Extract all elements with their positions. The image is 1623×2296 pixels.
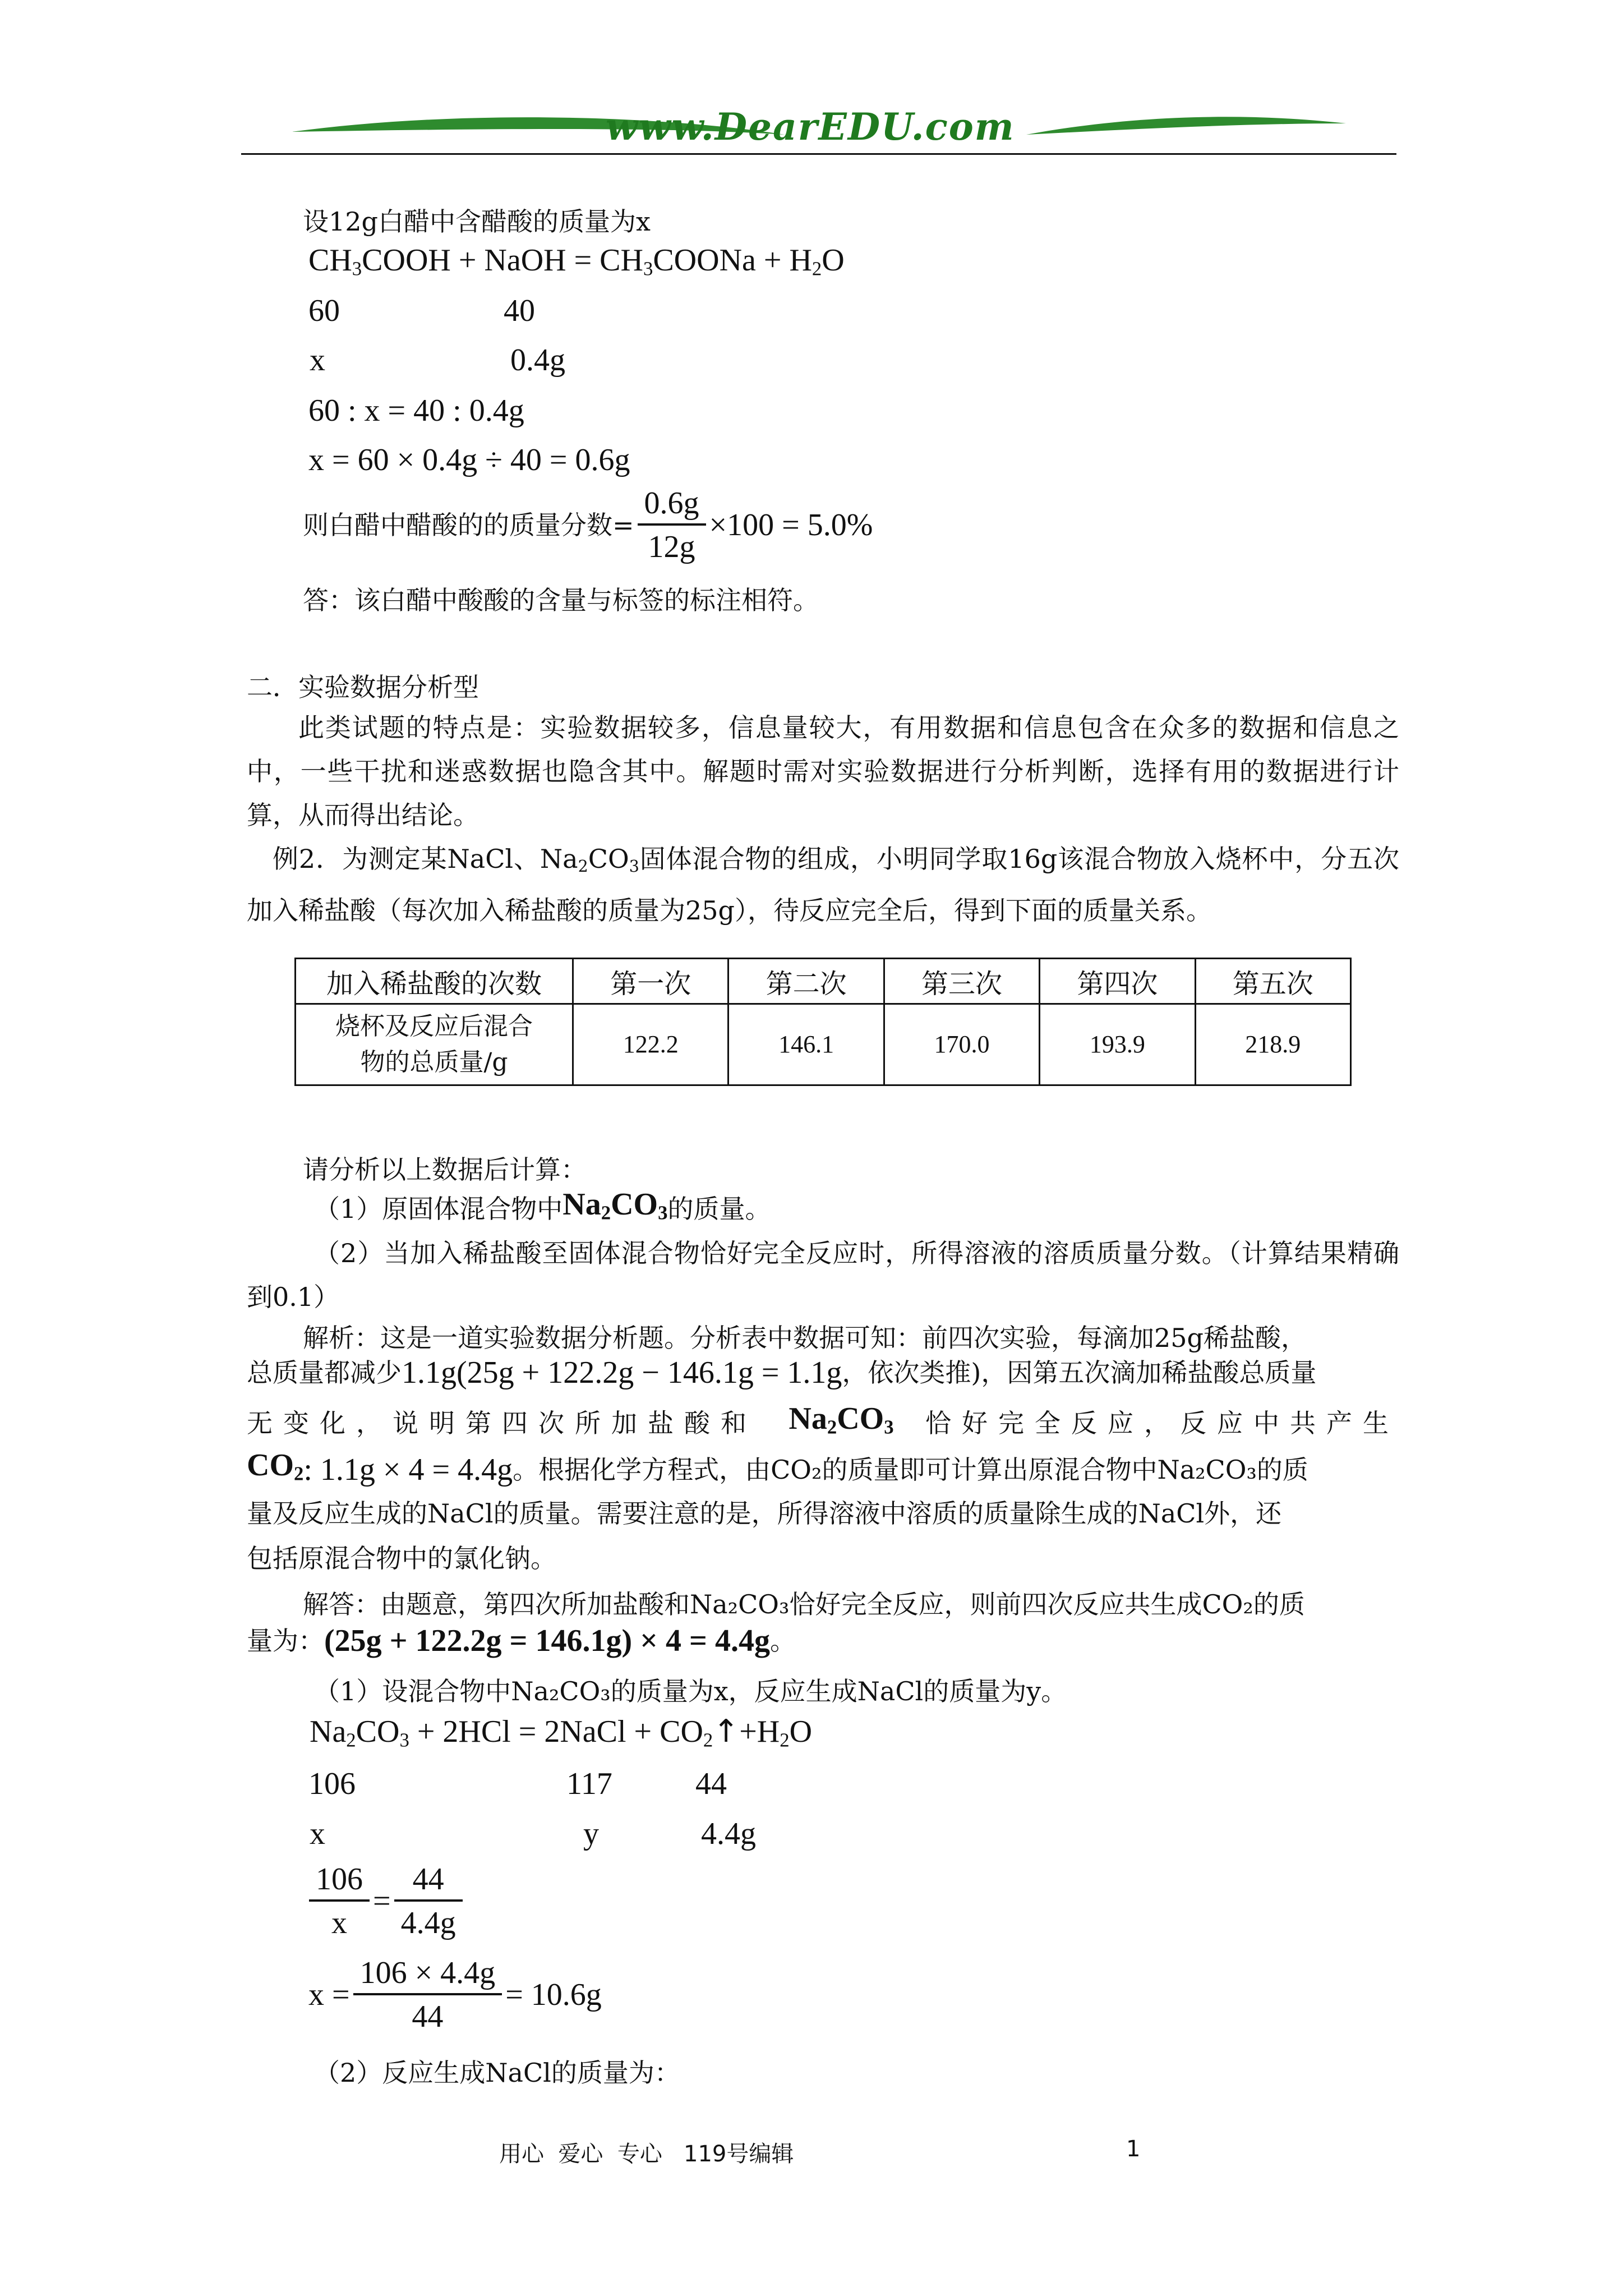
intro-paragraph: 此类试题的特点是：实验数据较多，信息量较大，有用数据和信息包含在众多的数据和信息之中，一些干扰和迷惑数据也隐含其中。解题时需对实验数据进行分析判断，选择有用的数据进行计算，从而得出结论。 <box>247 712 1399 830</box>
table-cell: 193.9 <box>1040 1004 1195 1085</box>
solution-line-1: 解答：由题意，第四次所加盐酸和Na₂CO₃恰好完全反应，则前四次反应共生成CO₂的质 <box>303 1589 1305 1619</box>
mass-44: 44 <box>695 1766 727 1801</box>
equation-acetic: $CH_3COOH$ + NaOH = $CH_3COONa + H_2O$ <box>308 243 845 280</box>
let-line: 设12g白醋中含醋酸的质量为x <box>303 206 651 237</box>
mass-117: 117 <box>566 1766 612 1801</box>
equation-carbonate: $Na_2CO_3 + 2HCl$ = 2NaCl + $CO_2↑+H_2O$ <box>310 1713 813 1751</box>
header-rule <box>241 153 1396 155</box>
fraction-line: 则白醋中醋酸的的质量分数= $\frac{0.6g}{12g}$ ×100 = 5.0% <box>303 486 873 564</box>
table-row <box>296 1004 1351 1085</box>
page-number: 1 <box>1126 2136 1141 2162</box>
x-result: x = $\frac{106 \times 4.4g}{44}$ = 10.6g <box>308 1955 602 2034</box>
table-cell: 第三次 <box>884 959 1039 1004</box>
header-logo <box>292 98 1346 160</box>
mass-40: 40 <box>504 293 535 328</box>
table-cell: 170.0 <box>884 1004 1039 1085</box>
table-cell: 第一次 <box>573 959 728 1004</box>
unknown-x: x <box>310 343 325 378</box>
unknown-x2: x <box>310 1816 325 1851</box>
logo-text: www.DearEDU.com <box>606 105 1015 149</box>
mass-04g: 0.4g <box>510 343 565 378</box>
set-line: （1）设混合物中Na₂CO₃的质量为x，反应生成NaCl的质量为y。 <box>314 1676 1067 1706</box>
mass-60: 60 <box>308 293 340 328</box>
footer-text: 用心 爱心 专心 119号编辑 <box>499 2141 794 2167</box>
analysis-line-2: 总质量都减少 1.1g(25g + 122.2g − 146.1g = 1.1g ，依次类推)，因第五次滴加稀盐酸总质量 <box>247 1355 1317 1390</box>
questions-lead: 请分析以上数据后计算： <box>303 1154 587 1185</box>
question-2-solution-line: （2）反应生成NaCl的质量为： <box>314 2058 680 2088</box>
ratio-line: 60 : x = 40 : 0.4g <box>308 393 524 428</box>
analysis-line-3: 无变化，说明第四次所加盐酸和 $Na_2CO_3$ 恰好完全反应，反应中共产生 <box>247 1401 1399 1438</box>
unknown-y: y <box>583 1816 599 1851</box>
table-cell: 第四次 <box>1040 959 1195 1004</box>
table-cell: 218.9 <box>1195 1004 1350 1085</box>
row-header: 加入稀盐酸的次数 <box>296 959 573 1004</box>
analysis-line-4: $CO_2$ : 1.1g × 4 = 4.4g 。根据化学方程式，由CO₂的质量即可计算出原混合物中Na₂CO₃的质 <box>247 1448 1308 1487</box>
mass-44g: 4.4g <box>701 1816 756 1851</box>
analysis-line-1: 解析：这是一道实验数据分析题。分析表中数据可知：前四次实验，每滴加25g稀盐酸， <box>303 1323 1307 1353</box>
question-1: （1）原固体混合物中 $Na_2CO_3$ 的质量。 <box>314 1187 771 1224</box>
example-paragraph: 例2．为测定某NaCl、$Na_2CO_3$固体混合物的组成，小明同学取16g该混合物放入烧杯中，分五次加入稀盐酸（每次加入稀盐酸的质量为25g），待反应完全后，得到下面的质量关系。 <box>247 844 1400 926</box>
section-heading: 二．实验数据分析型 <box>247 672 479 702</box>
mass-106: 106 <box>308 1766 356 1801</box>
fraction: $\frac{0.6g}{12g}$ <box>638 485 706 565</box>
table-cell: 第五次 <box>1195 959 1350 1004</box>
row-header: 烧杯及反应后混合 物的总质量/g <box>296 1004 573 1085</box>
proportion-fractions: $\frac{106}{x}$ = $\frac{44}{4.4g}$ <box>306 1861 466 1941</box>
data-table <box>294 958 1352 1086</box>
table-row <box>296 959 1351 1004</box>
answer-line: 答：该白醋中酸酸的含量与标签的标注相符。 <box>303 585 819 615</box>
table-cell: 122.2 <box>573 1004 728 1085</box>
table-cell: 146.1 <box>728 1004 884 1085</box>
analysis-line-5: 量及反应生成的NaCl的质量。需要注意的是，所得溶液中溶质的质量除生成的NaCl外，还 <box>247 1498 1282 1529</box>
solve-line: x = 60 × 0.4g ÷ 40 = 0.6g <box>308 443 630 477</box>
question-2: （2）当加入稀盐酸至固体混合物恰好完全反应时，所得溶液的溶质质量分数。（计算结果精确到0.1） <box>247 1238 1399 1312</box>
analysis-line-6: 包括原混合物中的氯化钠。 <box>247 1543 556 1573</box>
table-cell: 第二次 <box>728 959 884 1004</box>
solution-line-2: 量为： (25g + 122.2g = 146.1g) × 4 = 4.4g 。 <box>247 1623 796 1658</box>
